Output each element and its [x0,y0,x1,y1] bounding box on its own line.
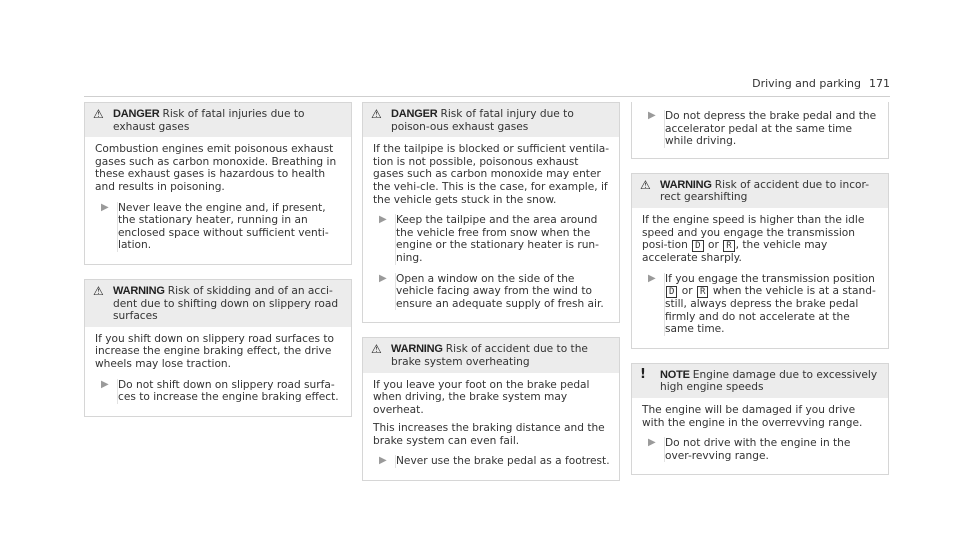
box-paragraph: Combustion engines emit poisonous exhaust gases such as carbon monoxide. Breathing in these exhaust gases is hazardous to health and results in poisoning. [95,143,337,193]
step-text-part: If you engage the transmission position [665,272,875,285]
warning-label: WARNING [113,284,165,297]
warning-label: WARNING [660,178,712,191]
box-paragraph: If you leave your foot on the brake pedal when driving, the brake system may overheat. [373,378,590,416]
box-title: Risk of accident due to the brake system overheating [391,343,588,368]
warning-label: WARNING [391,343,443,356]
arrow-right-icon [642,110,664,148]
instruction-step [373,214,611,264]
warning-triangle-icon [640,179,660,191]
box-title: Risk of fatal injury due to poison-ous exhaust gases [391,108,574,133]
arrow-right-icon [373,214,395,264]
note-box-engine-damage [631,363,889,476]
arrow-right-icon [373,273,395,311]
box-body [632,208,888,348]
note-label: NOTE [660,368,690,381]
box-body [363,137,619,322]
warning-triangle-icon [93,108,113,120]
header-divider [84,96,890,97]
instruction-step [373,273,611,311]
step-text: Keep the tailpipe and the area around the vehicle free from snow when the engine or the stationary heater is run-ning. [395,214,611,264]
arrow-right-icon [642,273,664,336]
continued-box [631,102,889,159]
column-2 [362,102,620,495]
instruction-step [642,110,880,148]
page-header [752,78,890,91]
box-title: Risk of fatal injuries due to exhaust gases [113,108,305,133]
box-paragraph: The engine will be damaged if you drive with the engine in the overrevving range. [642,403,863,429]
step-text: Never leave the engine and, if present, the stationary heater, running in an enclosed space without sufficient venti-lation. [117,202,343,252]
box-heading [85,280,351,327]
gear-r-symbol: R [723,240,734,252]
box-title: Risk of skidding and of an acci-dent due to shifting down on slippery road surfaces [113,284,339,323]
gear-r-symbol: R [697,286,708,298]
warning-triangle-icon [93,285,113,297]
exclamation-icon: ! [640,366,646,382]
paragraph-text: If the engine speed is higher than the idle speed and you engage the transmission posi-tion [642,213,865,252]
step-text: Do not shift down on slippery road surfa-ces to increase the engine braking effect. [117,379,343,404]
instruction-step [373,455,611,468]
step-text: Do not drive with the engine in the over-revving range. [664,437,880,462]
instruction-step [95,379,343,404]
arrow-right-icon [642,437,664,462]
box-paragraph: If the tailpipe is blocked or sufficient ventila-tion is not possible, poisonous exhaust gases such as carbon monoxide may enter the vehi-cle. This is the case, for example, if the vehicle gets stuck in the snow. [373,143,610,206]
instruction-step [642,273,880,336]
gear-d-symbol: D [666,286,677,298]
box-heading [85,103,351,137]
box-body [85,327,351,416]
box-paragraph: If you shift down on slippery road surfaces to increase the engine braking effect, the drive wheels may lose traction. [95,332,335,370]
step-text-part: or [681,285,693,298]
step-text: Never use the brake pedal as a footrest. [396,455,610,468]
column-1 [84,102,352,431]
step-text-part: when the vehicle is at a stand-still, always depress the brake pedal firmly and do not accelerate at the same time. [665,285,876,336]
instruction-step [642,437,880,462]
instruction-step [95,202,343,252]
paragraph-text: , the vehicle may accelerate sharply. [642,239,828,265]
warning-triangle-icon [371,343,391,355]
page-number: 171 [869,77,890,90]
box-heading [632,364,888,398]
box-title: Engine damage due to excessively high engine speeds [660,368,878,394]
box-body [85,137,351,264]
box-heading [632,174,888,208]
danger-box-poisonous-gases [362,102,620,323]
box-heading [363,338,619,372]
warning-box-skidding [84,279,352,417]
box-heading [363,103,619,137]
box-body [632,398,888,474]
box-paragraph [642,214,880,265]
arrow-right-icon [373,455,395,468]
danger-label: DANGER [113,108,160,120]
box-paragraph: This increases the braking distance and the brake system can even fail. [373,422,605,447]
warning-box-brake-overheating [362,337,620,481]
box-body [363,373,619,481]
step-text: Open a window on the side of the vehicle facing away from the wind to ensure an adequate supply of fresh air. [395,273,611,311]
paragraph-text: or [707,239,719,252]
step-text [664,273,880,336]
step-text: Do not depress the brake pedal and the accelerator pedal at the same time while driving. [664,110,880,148]
arrow-right-icon [95,202,117,252]
danger-box-exhaust [84,102,352,265]
arrow-right-icon [95,379,117,404]
column-3 [631,102,889,489]
section-title: Driving and parking [752,77,861,90]
danger-label: DANGER [391,108,438,120]
warning-triangle-icon [371,108,391,120]
warning-box-gearshifting [631,173,889,349]
box-title: Risk of accident due to incor-rect gearshifting [660,178,870,204]
gear-d-symbol: D [692,240,703,252]
